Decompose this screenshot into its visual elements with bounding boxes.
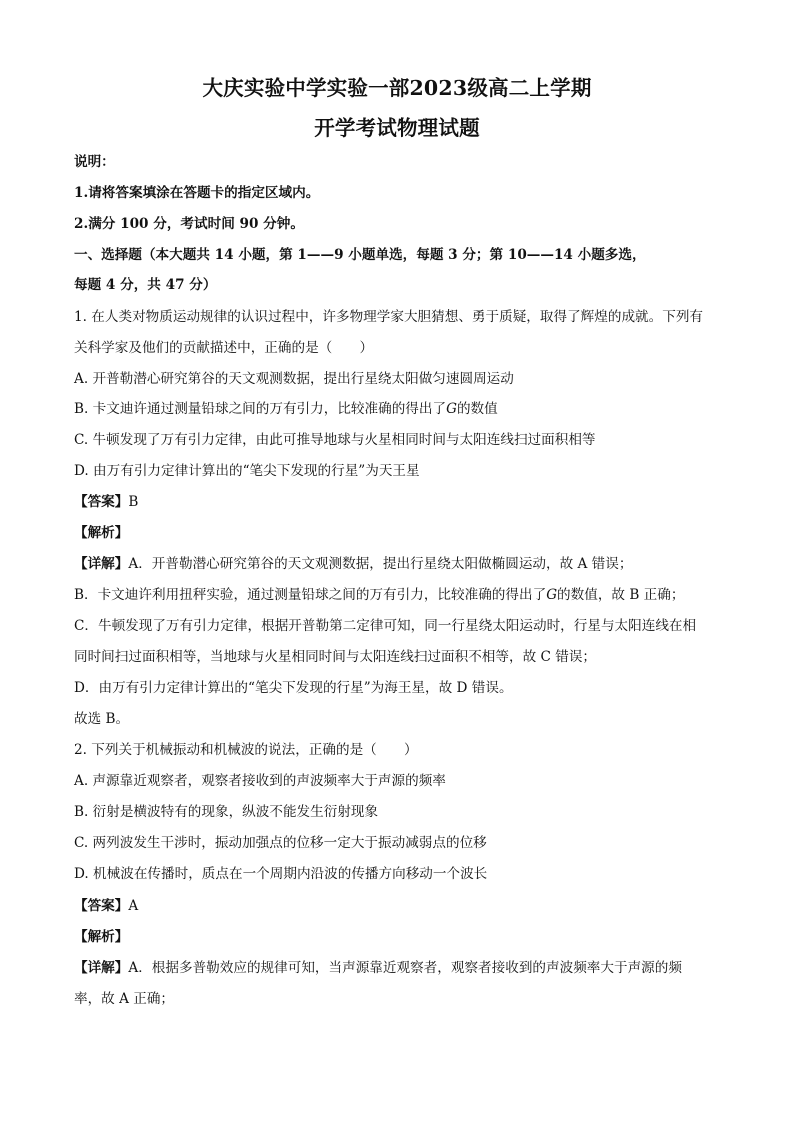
q2-explanation-a-line2: 率，故 A 正确； <box>74 991 175 1007</box>
q1-option-d: D. 由万有引力定律计算出的“笔尖下发现的行星”为天王星 <box>74 463 420 479</box>
instructions-heading: 说明： <box>74 154 115 170</box>
instruction-item-2: 2.满分 100 分，考试时间 90 分钟。 <box>74 216 304 232</box>
q1-explanation-d: D．由万有引力定律计算出的“笔尖下发现的行星”为海王星，故 D 错误。 <box>74 680 513 696</box>
q1-option-b: B. 卡文迪许通过测量铅球之间的万有引力，比较准确的得出了G的数值 <box>74 401 498 417</box>
q1-stem-line1: 1. 在人类对物质运动规律的认识过程中，许多物理学家大胆猜想、勇于质疑，取得了辉煌的成就。下列有 <box>74 309 704 325</box>
q2-option-b: B. 衍射是横波特有的现象，纵波不能发生衍射现象 <box>74 804 379 820</box>
section-heading-line2: 每题 4 分，共 47 分） <box>74 277 217 293</box>
q1-explanation-c-line1: C．牛顿发现了万有引力定律，根据开普勒第二定律可知，同一行星绕太阳运动时，行星与太阳连线在相 <box>74 618 697 634</box>
q1-answer: 【答案】B <box>74 494 139 510</box>
q2-option-a: A. 声源靠近观察者，观察者接收到的声波频率大于声源的频率 <box>74 773 446 789</box>
q2-answer: 【答案】A <box>74 898 139 914</box>
section-heading-line1: 一、选择题（本大题共 14 小题，第 1——9 小题单选，每题 3 分；第 10——14 小题多选， <box>74 247 646 263</box>
exam-title-line1: 大庆实验中学实验一部2023级高二上学期 <box>202 76 592 100</box>
q1-conclusion: 故选 B。 <box>74 711 130 727</box>
q2-option-d: D. 机械波在传播时，质点在一个周期内沿波的传播方向移动一个波长 <box>74 866 488 882</box>
q1-option-c: C. 牛顿发现了万有引力定律，由此可推导地球与火星相同时间与太阳连线扫过面积相等 <box>74 432 596 448</box>
instruction-item-1: 1.请将答案填涂在答题卡的指定区域内。 <box>74 185 320 201</box>
exam-title-line2: 开学考试物理试题 <box>314 116 480 140</box>
q2-stem: 2. 下列关于机械振动和机械波的说法，正确的是（ ） <box>74 742 418 758</box>
q2-analysis-label: 【解析】 <box>74 929 129 945</box>
q1-option-a: A. 开普勒潜心研究第谷的天文观测数据，提出行星绕太阳做匀速圆周运动 <box>74 371 514 387</box>
q1-explanation-a: 【详解】A．开普勒潜心研究第谷的天文观测数据，提出行星绕太阳做椭圆运动，故 A 错误； <box>74 556 633 572</box>
q2-option-c: C. 两列波发生干涉时，振动加强点的位移一定大于振动减弱点的位移 <box>74 835 487 851</box>
q1-stem-line2: 关科学家及他们的贡献描述中，正确的是（ ） <box>74 340 374 356</box>
q2-explanation-a-line1: 【详解】A．根据多普勒效应的规律可知，当声源靠近观察者，观察者接收到的声波频率大于声源的频 <box>74 960 682 976</box>
q1-analysis-label: 【解析】 <box>74 525 129 541</box>
q1-explanation-c-line2: 同时间扫过面积相等，当地球与火星相同时间与太阳连线扫过面积不相等，故 C 错误； <box>74 649 597 665</box>
q1-explanation-b: B．卡文迪许利用扭秤实验，通过测量铅球之间的万有引力，比较准确的得出了G的数值，故 B 正确； <box>74 587 685 603</box>
